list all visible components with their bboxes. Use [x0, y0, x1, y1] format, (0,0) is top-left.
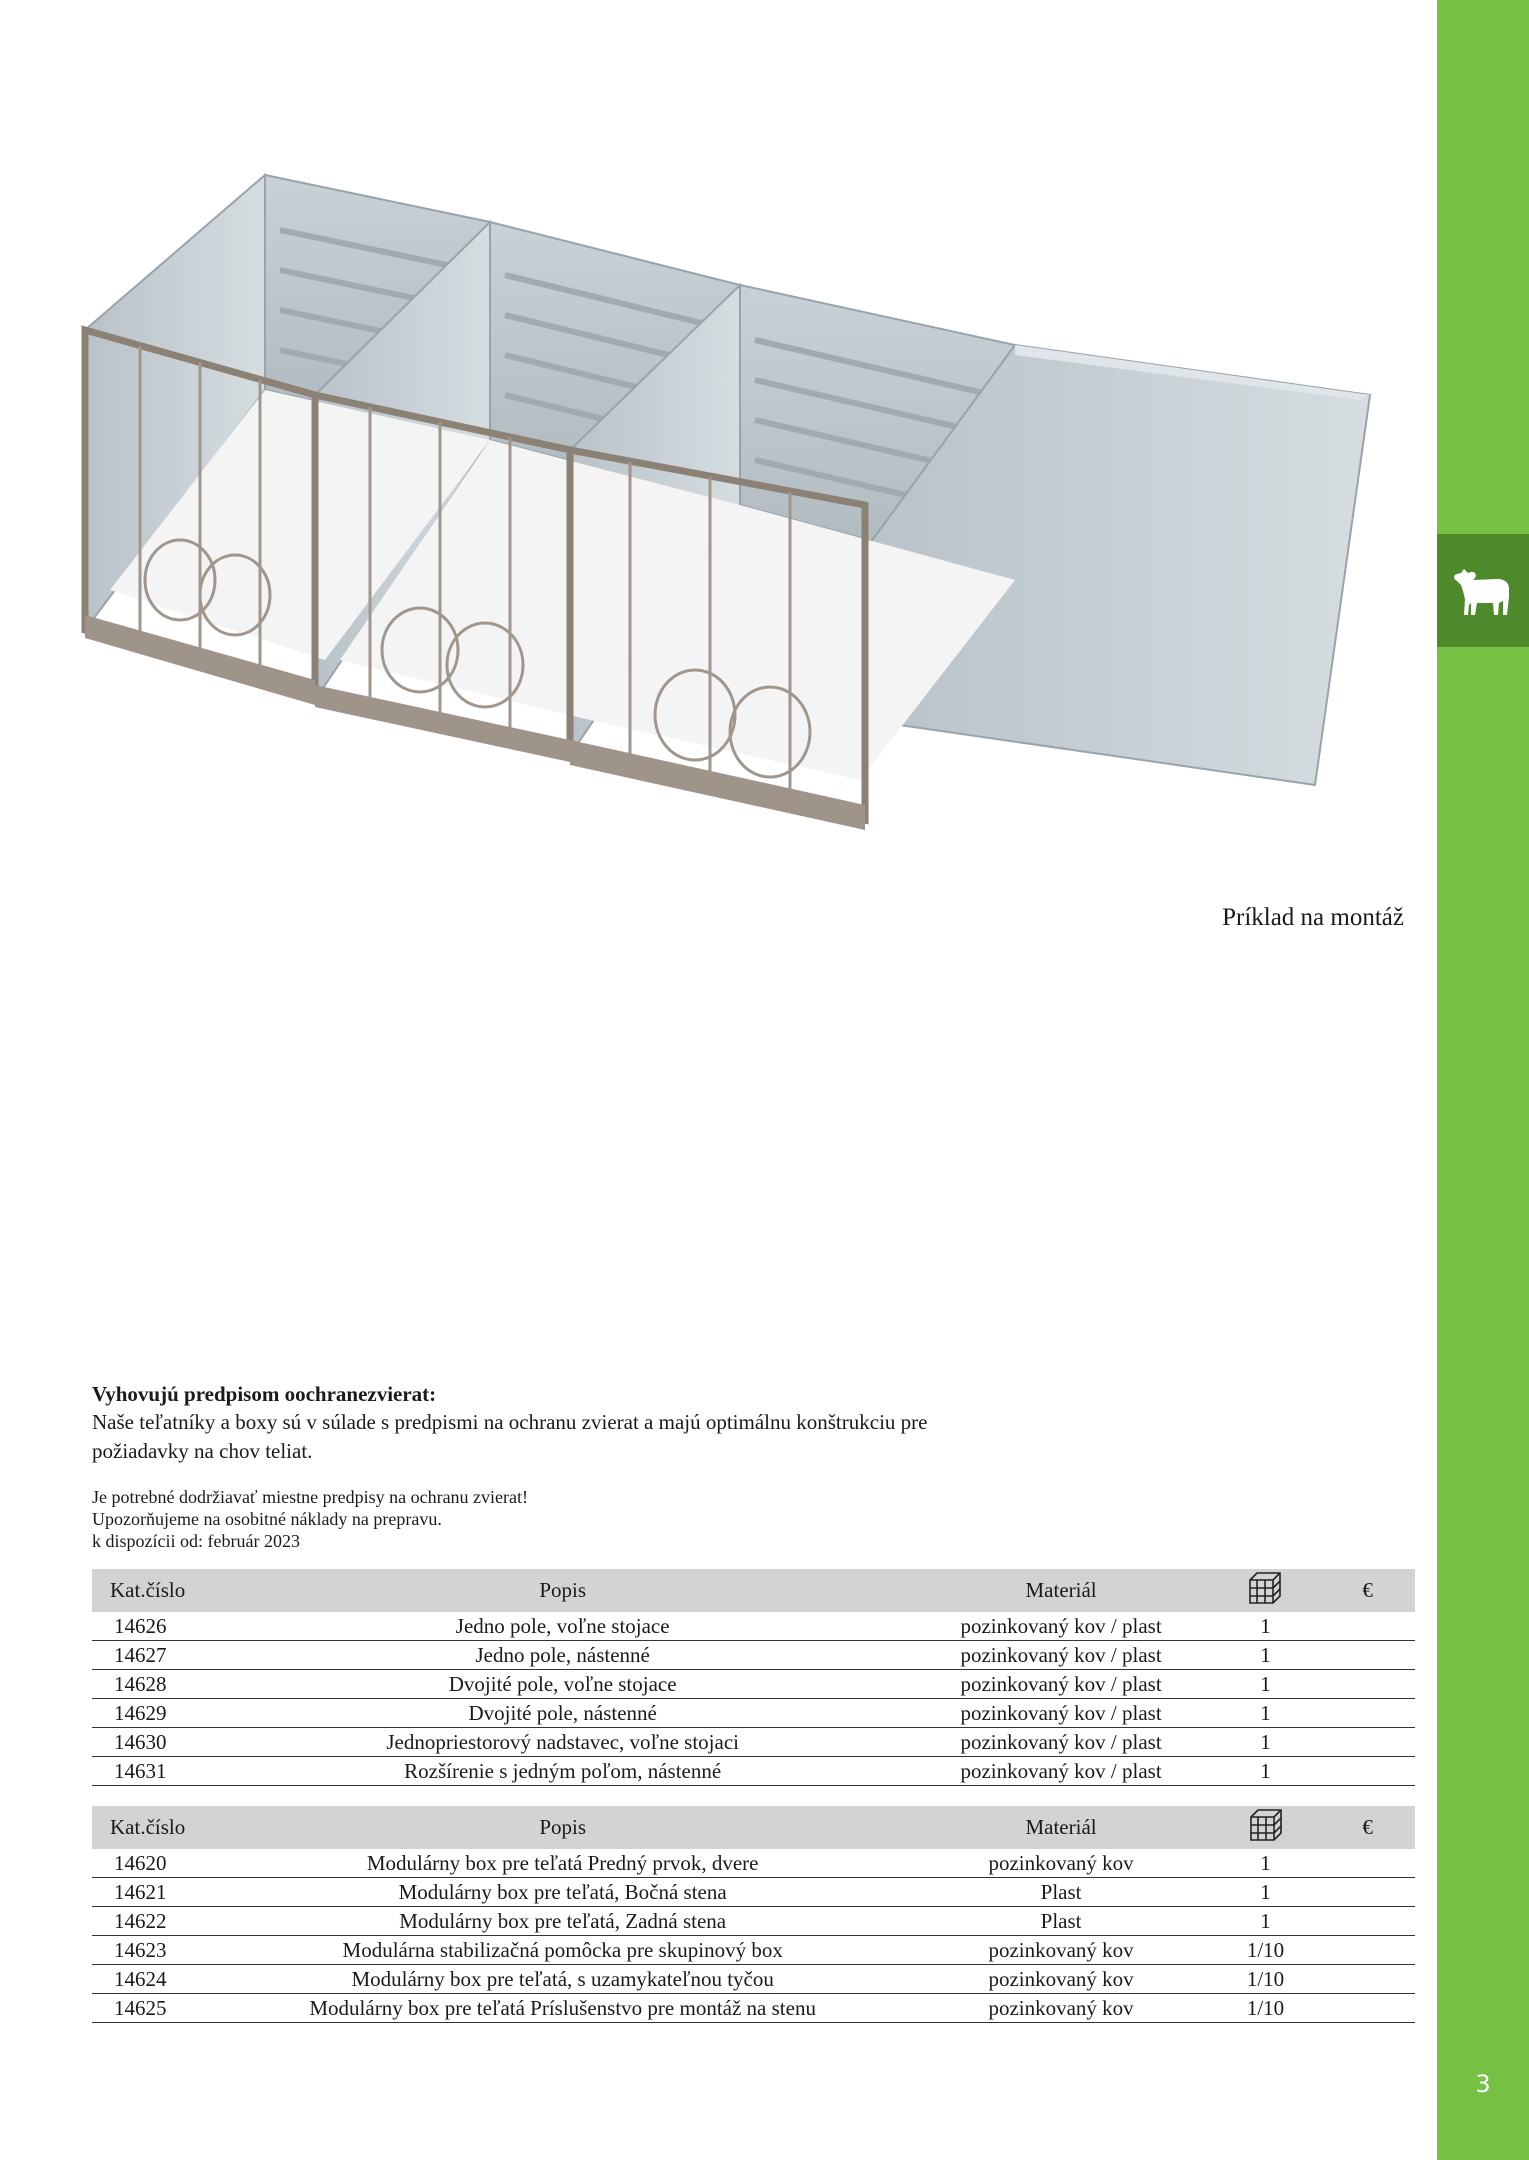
cell-quantity: 1/10 [1211, 1965, 1321, 1994]
header-package [1211, 1806, 1321, 1849]
page-number: 3 [1475, 2070, 1491, 2098]
box-icon [1247, 1570, 1283, 1606]
table-row [92, 1699, 1415, 1728]
table-row [92, 1728, 1415, 1757]
cell-material: pozinkovaný kov / plast [911, 1699, 1210, 1728]
header-catalog-number: Kat.číslo [110, 1578, 186, 1602]
cell-material: pozinkovaný kov / plast [911, 1670, 1210, 1699]
cell-material: pozinkovaný kov / plast [911, 1728, 1210, 1757]
table-row [92, 1878, 1415, 1907]
cell-material: pozinkovaný kov [911, 1994, 1210, 2023]
product-table-1 [92, 1569, 1415, 1786]
cell-price [1320, 1728, 1415, 1757]
table-row [92, 1907, 1415, 1936]
cell-description: Jedno pole, nástenné [214, 1641, 912, 1670]
cell-price [1320, 1965, 1415, 1994]
green-sidebar [1437, 0, 1529, 2160]
table-row [92, 1965, 1415, 1994]
header-material: Materiál [1025, 1815, 1097, 1839]
cell-number: 14626 [92, 1612, 214, 1641]
header-catalog-number: Kat.číslo [110, 1815, 186, 1839]
cell-description: Modulárny box pre teľatá, Zadná stena [214, 1907, 912, 1936]
cell-price [1320, 1641, 1415, 1670]
cell-number: 14631 [92, 1757, 214, 1786]
intro-block [92, 1380, 1092, 1466]
cell-description: Rozšírenie s jedným poľom, nástenné [214, 1757, 912, 1786]
notes-block [92, 1486, 892, 1552]
table-row [92, 1936, 1415, 1965]
cell-number: 14625 [92, 1994, 214, 2023]
category-tab[interactable] [1437, 534, 1529, 647]
cell-quantity: 1 [1211, 1878, 1321, 1907]
product-table-2 [92, 1806, 1415, 2023]
cell-price [1320, 1612, 1415, 1641]
cell-quantity: 1/10 [1211, 1994, 1321, 2023]
cell-quantity: 1 [1211, 1641, 1321, 1670]
cell-quantity: 1 [1211, 1907, 1321, 1936]
note-availability: k dispozícii od: február 2023 [92, 1531, 300, 1551]
cell-number: 14629 [92, 1699, 214, 1728]
note-regulations: Je potrebné dodržiavať miestne predpisy na ochranu zvierat! [92, 1487, 529, 1507]
cell-description: Jedno pole, voľne stojace [214, 1612, 912, 1641]
cell-number: 14630 [92, 1728, 214, 1757]
cell-description: Dvojité pole, nástenné [214, 1699, 912, 1728]
cell-material: pozinkovaný kov [911, 1849, 1210, 1878]
header-description: Popis [539, 1815, 587, 1839]
cell-quantity: 1 [1211, 1612, 1321, 1641]
cell-price [1320, 1757, 1415, 1786]
cell-material: pozinkovaný kov / plast [911, 1641, 1210, 1670]
table-row [92, 1641, 1415, 1670]
header-package [1211, 1569, 1321, 1612]
cell-quantity: 1 [1211, 1699, 1321, 1728]
header-price: € [1362, 1815, 1373, 1839]
cell-number: 14623 [92, 1936, 214, 1965]
cell-description: Modulárny box pre teľatá, Bočná stena [214, 1878, 912, 1907]
box-icon [1248, 1807, 1284, 1843]
cell-price [1320, 1849, 1415, 1878]
header-price: € [1362, 1578, 1373, 1602]
cell-price [1320, 1936, 1415, 1965]
illustration-caption: Príklad na montáž [1222, 904, 1404, 931]
calf-box-illustration [70, 160, 1420, 910]
header-description: Popis [539, 1578, 587, 1602]
cell-quantity: 1 [1211, 1728, 1321, 1757]
cell-material: pozinkovaný kov [911, 1965, 1210, 1994]
cell-price [1320, 1699, 1415, 1728]
cell-price [1320, 1878, 1415, 1907]
intro-heading: Vyhovujú predpisom oochranezvierat: [92, 1382, 437, 1406]
cell-material: pozinkovaný kov / plast [911, 1612, 1210, 1641]
cell-number: 14628 [92, 1670, 214, 1699]
table-row [92, 1994, 1415, 2023]
cell-description: Modulárny box pre teľatá, s uzamykateľnou tyčou [214, 1965, 912, 1994]
cell-material: Plast [911, 1878, 1210, 1907]
intro-text-line1: Naše teľatníky a boxy sú v súlade s predpismi na ochranu zvierat a majú optimálnu konštrukciu pre [92, 1410, 928, 1434]
cell-description: Modulárny box pre teľatá Predný prvok, dvere [214, 1849, 912, 1878]
cell-material: Plast [911, 1907, 1210, 1936]
cell-number: 14624 [92, 1965, 214, 1994]
cell-material: pozinkovaný kov [911, 1936, 1210, 1965]
cell-number: 14621 [92, 1878, 214, 1907]
cell-number: 14620 [92, 1849, 214, 1878]
cell-number: 14622 [92, 1907, 214, 1936]
cell-description: Dvojité pole, voľne stojace [214, 1670, 912, 1699]
cell-description: Modulárny box pre teľatá Príslušenstvo pre montáž na stenu [214, 1994, 912, 2023]
cell-quantity: 1 [1211, 1849, 1321, 1878]
table-row [92, 1757, 1415, 1786]
cell-quantity: 1 [1211, 1757, 1321, 1786]
header-material: Materiál [1025, 1578, 1097, 1602]
cell-quantity: 1/10 [1211, 1936, 1321, 1965]
intro-text-line2: požiadavky na chov teliat. [92, 1439, 313, 1463]
table-row [92, 1612, 1415, 1641]
calf-icon [1451, 563, 1515, 619]
table-header-row [92, 1569, 1415, 1612]
cell-number: 14627 [92, 1641, 214, 1670]
cell-description: Modulárna stabilizačná pomôcka pre skupinový box [214, 1936, 912, 1965]
cell-quantity: 1 [1211, 1670, 1321, 1699]
cell-price [1320, 1907, 1415, 1936]
cell-description: Jednopriestorový nadstavec, voľne stojaci [214, 1728, 912, 1757]
table-header-row [92, 1806, 1415, 1849]
cell-price [1320, 1670, 1415, 1699]
cell-material: pozinkovaný kov / plast [911, 1757, 1210, 1786]
note-shipping: Upozorňujeme na osobitné náklady na prepravu. [92, 1509, 442, 1529]
cell-price [1320, 1994, 1415, 2023]
table-row [92, 1849, 1415, 1878]
table-row [92, 1670, 1415, 1699]
